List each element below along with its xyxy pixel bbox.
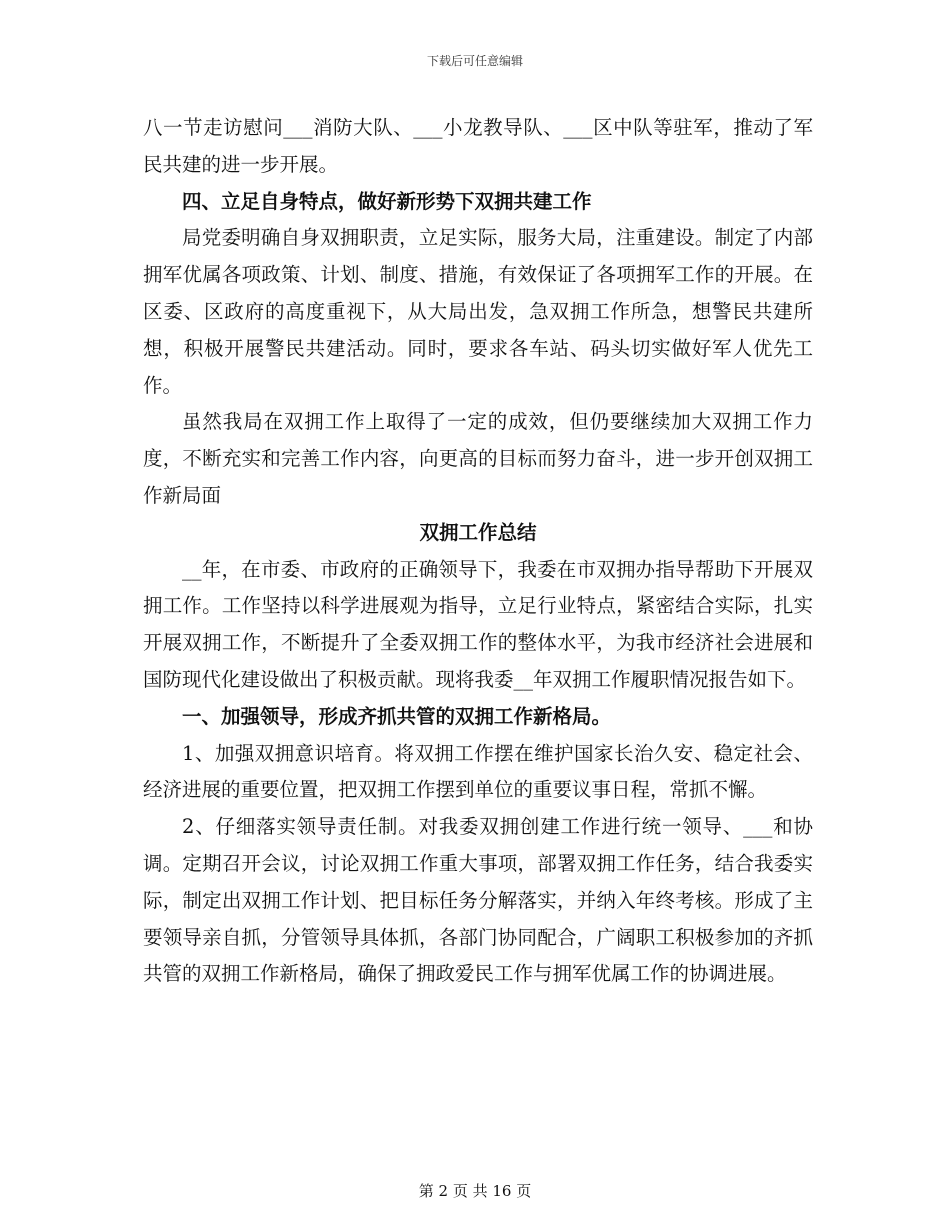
section-heading-one: 一、加强领导，形成齐抓共管的双拥工作新格局。 (182, 704, 612, 728)
document-body (143, 110, 813, 993)
paragraph-item-1: 1、加强双拥意识培育。将双拥工作摆在维护国家长治久安、稳定社会、经济进展的重要位置，把双拥工作摆到单位的重要议事日程，常抓不懈。 (143, 741, 813, 802)
paragraph-visit-troops: 八一节走访慰问___消防大队、___小龙教导队、___区中队等驻军，推动了军民共建的进一步开展。 (143, 116, 813, 176)
page-footer: 第 2 页 共 16 页 (418, 1182, 532, 1200)
document-title: 双拥工作总结 (419, 520, 537, 544)
page-header: 下载后可任意编辑 (426, 54, 523, 68)
paragraph-conclusion: 虽然我局在双拥工作上取得了一定的成效，但仍要继续加大双拥工作力度，不断充实和完善工作内容，向更高的目标而努力奋斗，进一步开创双拥工作新局面 (143, 410, 813, 507)
paragraph-item-2: 2、仔细落实领导责任制。对我委双拥创建工作进行统一领导、___和协调。定期召开会议，讨论双拥工作重大事项，部署双拥工作任务，结合我委实际，制定出双拥工作计划、把目标任务分解落实，并纳入年终考核。形成了主要领导亲自抓，分管领导具体抓，各部门协同配合，广阔职工积极参加的齐抓共管的双拥工作新格局，确保了拥政爱民工作与拥军优属工作的协调进展。 (143, 815, 813, 986)
paragraph-party-committee: 局党委明确自身双拥职责，立足实际，服务大局，注重建设。制定了内部拥军优属各项政策、计划、制度、措施，有效保证了各项拥军工作的开展。在区委、区政府的高度重视下，从大局出发，急双拥工作所急，想警民共建所想，积极开展警民共建活动。同时，要求各车站、码头切实做好军人优先工作。 (143, 226, 813, 397)
section-heading-four: 四、立足自身特点，做好新形势下双拥共建工作 (182, 189, 592, 213)
paragraph-intro: __年，在市委、市政府的正确领导下，我委在市双拥办指导帮助下开展双拥工作。工作坚持以科学进展观为指导，立足行业特点，紧密结合实际，扎实开展双拥工作，不断提升了全委双拥工作的整体水平，为我市经济社会进展和国防现代化建设做出了积极贡献。现将我委__年双拥工作履职情况报告如下。 (143, 557, 813, 691)
